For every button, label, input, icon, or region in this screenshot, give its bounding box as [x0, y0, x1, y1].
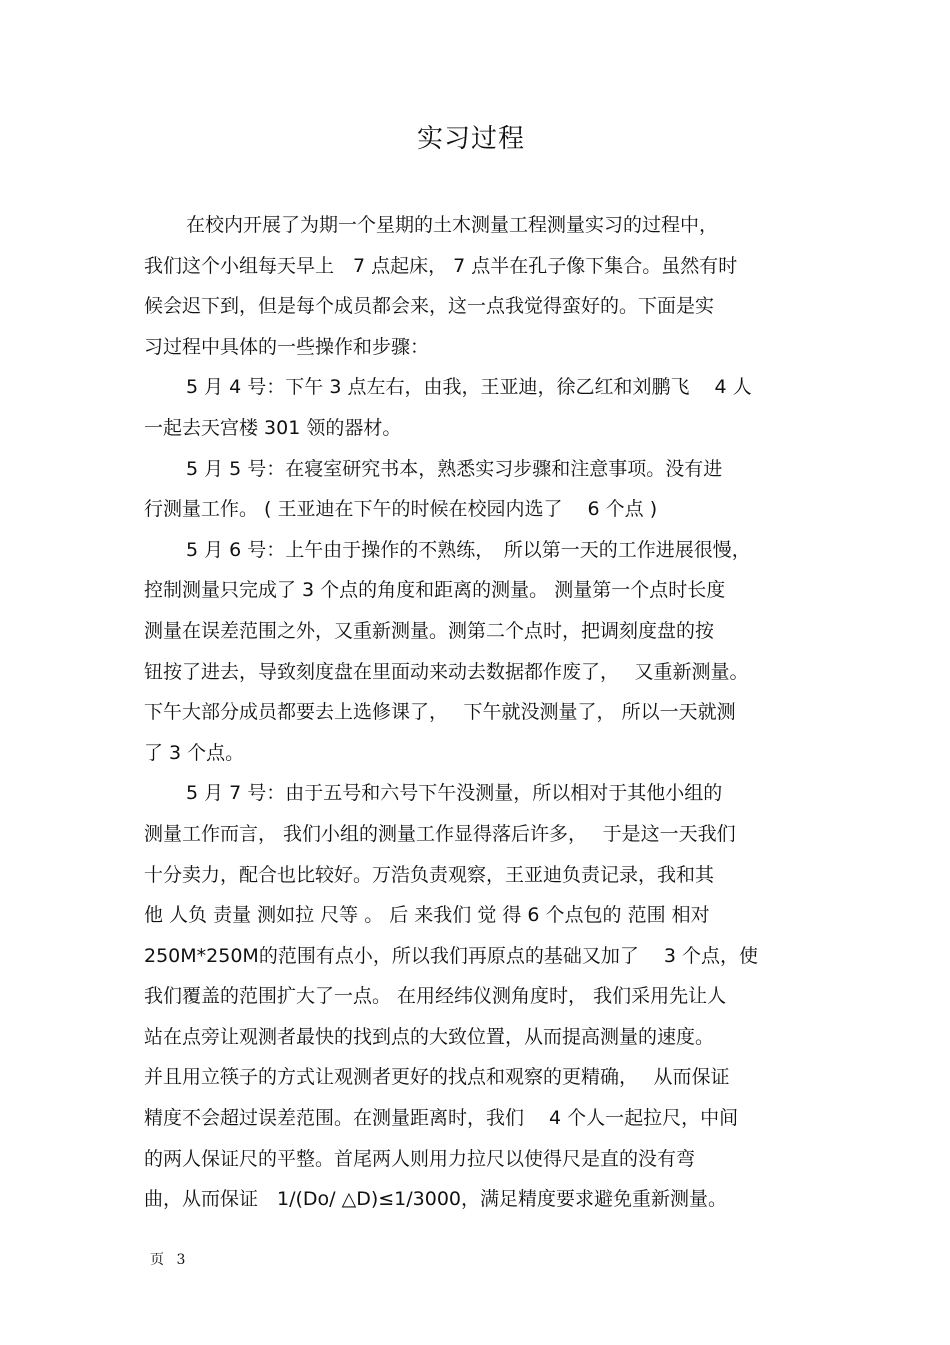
paragraph-line: 测量在误差范围之外，又重新测量。测第二个点时，把调刻度盘的按 [144, 619, 715, 642]
paragraph-line: 控制测量只完成了 3 个点的角度和距离的测量。 测量第一个点时长度 [144, 579, 726, 602]
paragraph-line: 了 3 个点。 [144, 741, 245, 764]
paragraph-line: 5 月 4 号：下午 3 点左右，由我，王亚迪，徐乙红和刘鹏飞 4 人 [186, 376, 752, 399]
paragraph-line: 行测量工作。 ( 王亚迪在下午的时候在校园内选了 6 个点 ) [144, 498, 658, 521]
paragraph-line: 5 月 5 号：在寝室研究书本，熟悉实习步骤和注意事项。没有进 [186, 457, 723, 480]
paragraph-line: 的两人保证尺的平整。首尾两人则用力拉尺以使得尺是直的没有弯 [144, 1147, 696, 1170]
paragraph-line: 5 月 6 号：上午由于操作的不熟练， 所以第一天的工作进展很慢， [186, 538, 751, 561]
paragraph-line: 站在点旁让观测者最快的找到点的大致位置，从而提高测量的速度。 [144, 1025, 715, 1048]
document-title: 实习过程 [416, 124, 525, 154]
paragraph-line: 习过程中具体的一些操作和步骤： [144, 335, 430, 358]
paragraph-line: 曲，从而保证 1/(Do/ △D)≤1/3000，满足精度要求避免重新测量。 [144, 1188, 728, 1211]
paragraph-line: 我们覆盖的范围扩大了一点。 在用经纬仪测角度时， 我们采用先让人 [144, 985, 727, 1008]
paragraph-line: 候会迟下到，但是每个成员都会来，这一点我觉得蛮好的。下面是实 [144, 295, 715, 318]
paragraph-line: 钮按了进去，导致刻度盘在里面动来动去数据都作废了， 又重新测量。 [144, 660, 749, 683]
paragraph-line: 并且用立筷子的方式让观测者更好的找点和观察的更精确， 从而保证 [144, 1066, 730, 1089]
page-footer [150, 1249, 185, 1269]
paragraph-line: 在校内开展了为期一个星期的土木测量工程测量实习的过程中， [186, 214, 719, 236]
paragraph-line: 5 月 7 号：由于五号和六号下午没测量，所以相对于其他小组的 [186, 782, 723, 805]
paragraph-line: 250M*250M的范围有点小，所以我们再原点的基础又加了 3 个点，使 [144, 944, 758, 967]
paragraph-line: 我们这个小组每天早上 7 点起床， 7 点半在孔子像下集合。虽然有时 [144, 254, 738, 277]
paragraph-line: 十分卖力，配合也比较好。万浩负责观察，王亚迪负责记录，我和其 [144, 863, 715, 886]
paragraph-line: 测量工作而言， 我们小组的测量工作显得落后许多， 于是这一天我们 [144, 822, 736, 845]
paragraph-line: 一起去天宫楼 301 领的器材。 [144, 416, 402, 439]
document-body [144, 205, 806, 1220]
page-label: 页 [150, 1252, 164, 1268]
paragraph-line: 他 人负 责量 测如拉 尺等 。 后 来我们 觉 得 6 个点包的 范围 相对 [144, 904, 710, 927]
page-number: 3 [176, 1252, 186, 1268]
paragraph-line: 精度不会超过误差范围。在测量距离时，我们 4 个人一起拉尺，中间 [144, 1107, 739, 1130]
paragraph-line: 下午大部分成员都要去上选修课了， 下午就没测量了， 所以一天就测 [144, 701, 736, 724]
